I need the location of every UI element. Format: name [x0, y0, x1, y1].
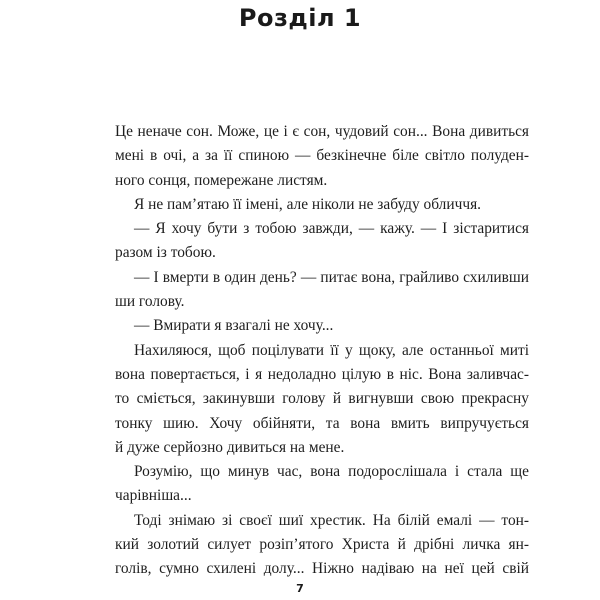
text-line: Розумію, що минув час, вона подорослішала і стала ще	[134, 463, 529, 481]
text-line: чарівніша...	[115, 487, 192, 505]
text-line: — І вмерти в один день? — питає вона, грайливо схиливши	[134, 268, 529, 286]
text-line: мені в очі, а за її спиною — безкінечне біле світло полуден-	[115, 147, 529, 165]
text-line: Я не пам’ятаю її імені, але ніколи не забуду обличчя.	[134, 195, 482, 213]
chapter-title: Розділ 1	[238, 4, 362, 32]
text-line: Нахиляюся, щоб поцілувати її у щоку, але останньої миті	[134, 341, 529, 359]
text-line: Тоді знімаю зі своєї шиї хрестик. На білій емалі — тон-	[134, 511, 529, 529]
text-line: й дуже серйозно дивиться на мене.	[115, 438, 345, 456]
text-line: ши голову.	[115, 293, 185, 311]
text-line: тонку шию. Хочу обійняти, та вона вмить випручується	[115, 414, 529, 432]
text-line: вона повертається, і я недоладно цілую в ніс. Вона заливчас-	[115, 365, 529, 383]
text-line: голів, сумно схилені долу... Ніжно надіваю на неї цей свій	[115, 560, 529, 578]
chapter-body	[115, 120, 529, 582]
text-line: — Вмирати я взагалі не хочу...	[134, 317, 334, 335]
text-line: разом із тобою.	[115, 244, 216, 262]
text-line: кий золотий силует розіп’ятого Христа й дрібні личка ян-	[115, 536, 529, 554]
text-line: то сміється, закинувши голову й вигнувши свою прекрасну	[115, 390, 529, 408]
text-line: Це неначе сон. Може, це і є сон, чудовий сон... Вона дивиться	[115, 123, 529, 140]
page-number: 7	[296, 582, 304, 595]
text-line: ного сонця, помережане листям.	[115, 171, 328, 189]
text-line: — Я хочу бути з тобою завжди, — кажу. — І зістаритися	[134, 220, 529, 238]
